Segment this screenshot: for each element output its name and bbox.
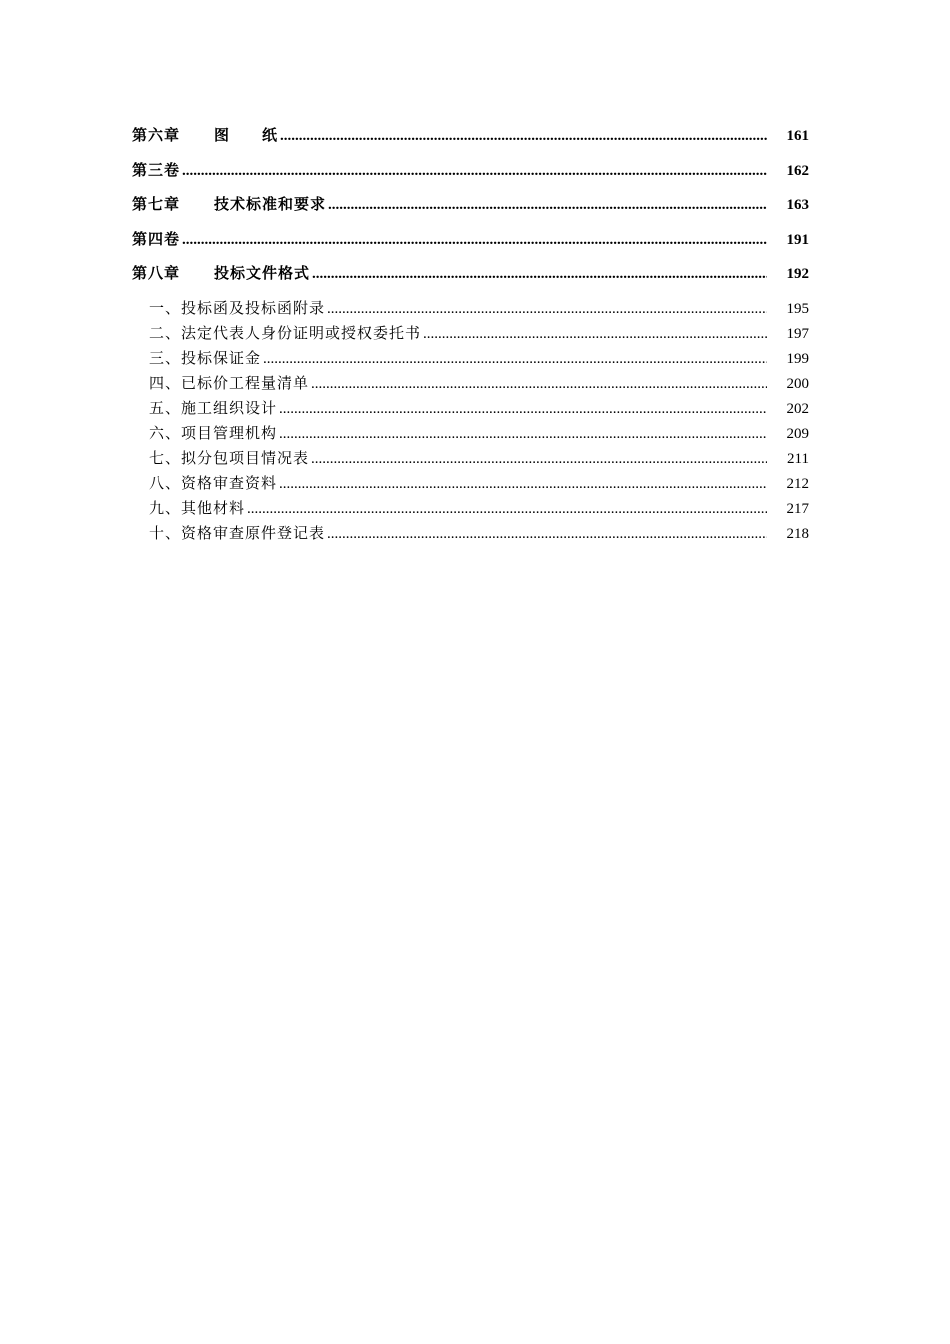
dot-leader	[327, 301, 767, 318]
toc-subentry-1[interactable]	[132, 297, 809, 322]
toc-entry-volume-4[interactable]	[132, 228, 809, 263]
toc-entry-title: 技术标准和要求	[214, 195, 327, 213]
dot-leader	[311, 376, 767, 393]
toc-entry-chapter-7[interactable]	[132, 193, 809, 228]
toc-entry-prefix: 第八章	[132, 264, 181, 282]
toc-subentry-page: 195	[786, 300, 809, 317]
toc-subentry-page: 218	[786, 525, 809, 542]
dot-leader	[327, 526, 767, 543]
dot-leader	[182, 232, 767, 249]
dot-leader	[182, 163, 767, 180]
dot-leader	[247, 501, 767, 518]
toc-subentry-10[interactable]	[132, 522, 809, 547]
toc-subentry-3[interactable]	[132, 347, 809, 372]
toc-subentry-page: 211	[787, 450, 809, 467]
toc-entry-chapter-6[interactable]	[132, 124, 809, 159]
dot-leader	[311, 451, 767, 468]
toc-subentry-page: 217	[786, 500, 809, 517]
toc-subentry-title: 一、投标函及投标函附录	[149, 298, 326, 317]
toc-entry-page: 162	[786, 162, 809, 179]
toc-subentry-title: 二、法定代表人身份证明或授权委托书	[149, 323, 422, 342]
toc-entry-page: 161	[786, 128, 809, 144]
toc-subentry-title: 九、其他材料	[149, 498, 246, 517]
toc-subentry-title: 五、施工组织设计	[149, 398, 278, 417]
dot-leader	[328, 197, 767, 214]
toc-subentry-2[interactable]	[132, 322, 809, 347]
toc-entry-title: 投标文件格式	[214, 264, 311, 282]
toc-entry-title: 第三卷	[132, 160, 181, 179]
toc-subentry-4[interactable]	[132, 372, 809, 397]
toc-subentry-title: 八、资格审查资料	[149, 473, 278, 492]
toc-subentry-title: 四、已标价工程量清单	[149, 373, 310, 392]
toc-entry-page: 163	[786, 197, 809, 213]
toc-subentry-page: 200	[786, 375, 809, 392]
toc-entry-title: 第四卷	[132, 229, 181, 248]
toc-entry-prefix: 第七章	[132, 195, 181, 213]
dot-leader	[279, 401, 767, 418]
toc-subentry-page: 212	[786, 475, 809, 492]
dot-leader	[279, 426, 767, 443]
toc-subentry-title: 七、拟分包项目情况表	[149, 448, 310, 467]
toc-subentry-7[interactable]	[132, 447, 809, 472]
toc-entry-prefix: 第六章	[132, 126, 181, 144]
toc-subentry-page: 209	[786, 425, 809, 442]
toc-subentry-5[interactable]	[132, 397, 809, 422]
toc-subentry-title: 十、资格审查原件登记表	[149, 523, 326, 542]
toc-entry-title: 图 纸	[214, 126, 279, 144]
toc-entry-volume-3[interactable]	[132, 159, 809, 194]
dot-leader	[279, 476, 767, 493]
toc-subentry-page: 199	[786, 350, 809, 367]
toc-subentry-8[interactable]	[132, 472, 809, 497]
toc-subentry-9[interactable]	[132, 497, 809, 522]
toc-subentry-page: 202	[786, 400, 809, 417]
toc-subentry-6[interactable]	[132, 422, 809, 447]
dot-leader	[312, 266, 767, 283]
dot-leader	[423, 326, 767, 343]
dot-leader	[280, 128, 767, 145]
toc-entry-chapter-8[interactable]	[132, 262, 809, 297]
table-of-contents	[132, 124, 809, 547]
dot-leader	[263, 351, 767, 368]
toc-entry-page: 191	[786, 231, 809, 248]
toc-subentry-page: 197	[786, 325, 809, 342]
toc-subentry-title: 六、项目管理机构	[149, 423, 278, 442]
toc-subentry-title: 三、投标保证金	[149, 348, 262, 367]
toc-entry-page: 192	[786, 266, 809, 282]
